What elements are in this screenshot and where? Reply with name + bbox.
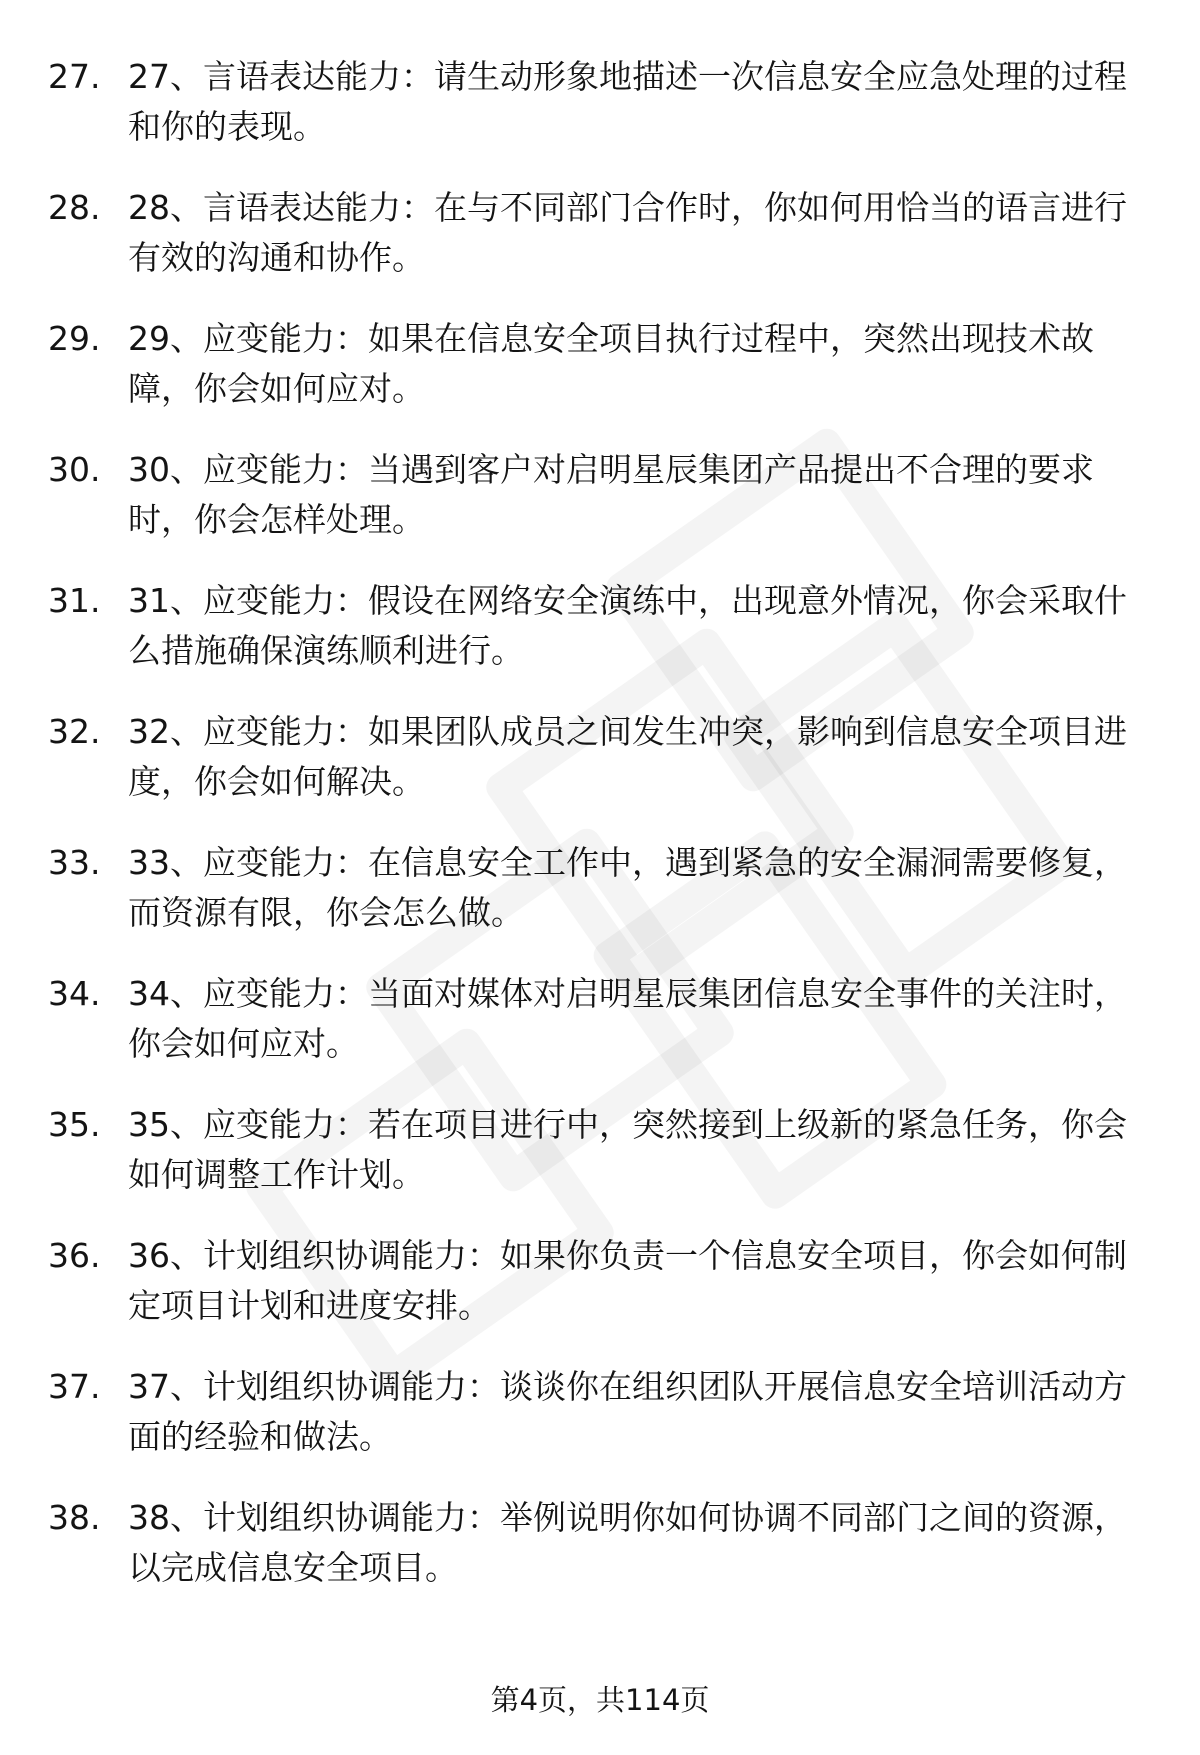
question-text: 32、应变能力：如果团队成员之间发生冲突，影响到信息安全项目进度，你会如何解决。 [128,712,1127,801]
question-number: 28. [48,188,101,227]
question-text: 30、应变能力：当遇到客户对启明星辰集团产品提出不合理的要求时，你会怎样处理。 [128,450,1094,539]
question-text: 27、言语表达能力：请生动形象地描述一次信息安全应急处理的过程和你的表现。 [128,57,1127,146]
question-text: 38、计划组织协调能力：举例说明你如何协调不同部门之间的资源，以完成信息安全项目。 [128,1498,1127,1587]
question-text: 31、应变能力：假设在网络安全演练中，出现意外情况，你会采取什么措施确保演练顺利进行。 [128,581,1127,670]
page-footer: 第4页，共114页 [490,1683,710,1717]
list-item [0,1231,1200,1362]
question-text: 34、应变能力：当面对媒体对启明星辰集团信息安全事件的关注时，你会如何应对。 [128,974,1127,1063]
question-text: 28、言语表达能力：在与不同部门合作时，你如何用恰当的语言进行有效的沟通和协作。 [128,188,1127,277]
question-number: 31. [48,581,101,620]
question-number: 34. [48,974,101,1013]
list-item [0,1493,1200,1624]
list-item [0,707,1200,838]
list-item [0,183,1200,314]
question-text: 35、应变能力：若在项目进行中，突然接到上级新的紧急任务，你会如何调整工作计划。 [128,1105,1127,1194]
question-text: 36、计划组织协调能力：如果你负责一个信息安全项目，你会如何制定项目计划和进度安排。 [128,1236,1127,1325]
list-item [0,445,1200,576]
question-text: 33、应变能力：在信息安全工作中，遇到紧急的安全漏洞需要修复，而资源有限，你会怎么做。 [128,843,1127,932]
list-item [0,52,1200,183]
list-item [0,576,1200,707]
question-number: 32. [48,712,101,751]
question-text: 37、计划组织协调能力：谈谈你在组织团队开展信息安全培训活动方面的经验和做法。 [128,1367,1127,1456]
list-item [0,1100,1200,1231]
question-number: 38. [48,1498,101,1537]
question-number: 37. [48,1367,101,1406]
question-number: 36. [48,1236,101,1275]
question-number: 29. [48,319,101,358]
question-text: 29、应变能力：如果在信息安全项目执行过程中，突然出现技术故障，你会如何应对。 [128,319,1094,408]
list-item [0,314,1200,445]
question-list [0,52,1200,1624]
question-number: 30. [48,450,101,489]
question-number: 35. [48,1105,101,1144]
list-item [0,838,1200,969]
question-number: 33. [48,843,101,882]
question-number: 27. [48,57,101,96]
list-item [0,1362,1200,1493]
list-item [0,969,1200,1100]
